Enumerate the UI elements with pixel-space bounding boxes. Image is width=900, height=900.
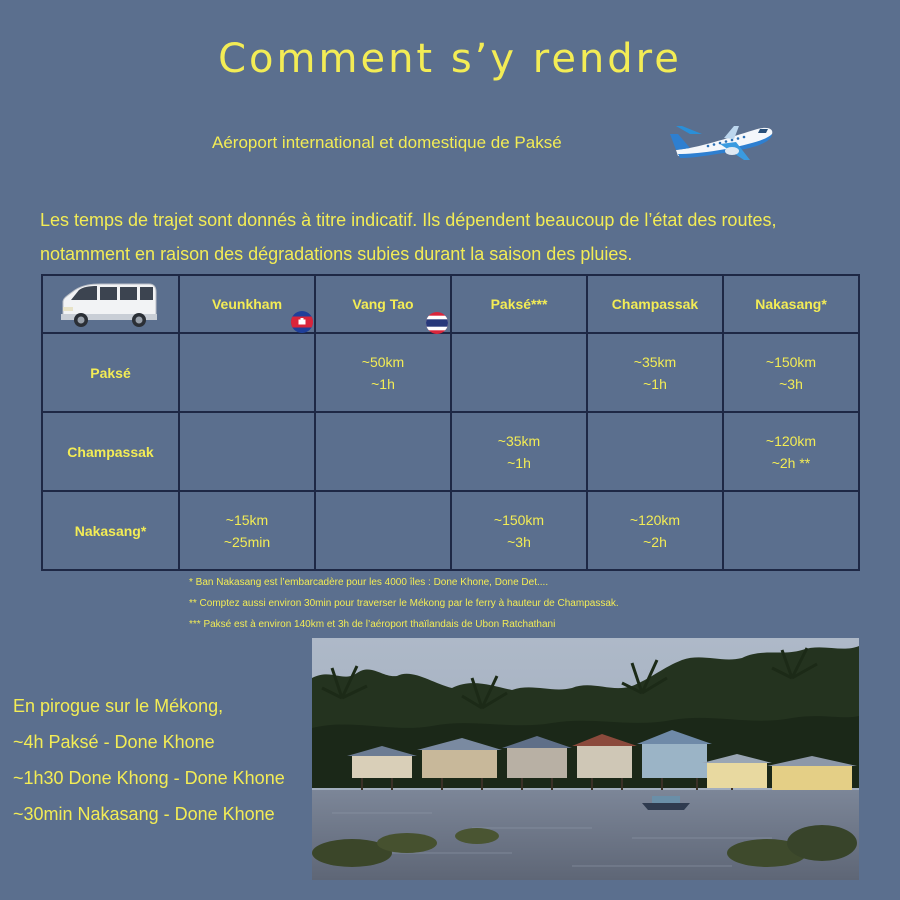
table-cell <box>179 491 315 570</box>
column-header-nakasang <box>723 275 859 333</box>
footnotes <box>189 572 619 635</box>
river-line-3: ~1h30 Done Khong - Done Khone <box>13 768 285 788</box>
column-header-champassak <box>587 275 723 333</box>
cambodia-flag-icon <box>291 311 313 333</box>
table-cell <box>315 333 451 412</box>
duration-value: ~3h <box>779 375 803 392</box>
distance-value: ~120km <box>629 511 681 528</box>
table-cell <box>451 491 587 570</box>
table-cell <box>179 333 315 412</box>
table-row-pakse <box>42 333 859 412</box>
table-cell <box>587 491 723 570</box>
table-cell <box>451 333 587 412</box>
column-header-label: Paksé*** <box>490 296 548 312</box>
column-header-pakse <box>451 275 587 333</box>
thailand-flag-icon <box>426 312 448 334</box>
row-header: Paksé <box>42 333 179 412</box>
intro-line-1: Les temps de trajet sont donnés à titre indicatif. Ils dépendent beaucoup de l’état des routes, <box>40 210 777 230</box>
table-cell <box>315 412 451 491</box>
table-cell <box>723 333 859 412</box>
distance-value: ~35km <box>497 432 541 449</box>
column-header-label: Vang Tao <box>352 296 414 312</box>
river-line-2: ~4h Paksé - Done Khone <box>13 732 215 752</box>
duration-value: ~2h <box>643 533 667 550</box>
distance-value: ~150km <box>765 353 817 370</box>
distance-value: ~15km <box>225 511 269 528</box>
duration-value: ~25min <box>223 533 271 550</box>
column-header-vang-tao <box>315 275 451 333</box>
duration-value: ~1h <box>371 375 395 392</box>
table-cell <box>451 412 587 491</box>
table-cell <box>723 412 859 491</box>
column-header-label: Veunkham <box>211 296 283 312</box>
table-cell <box>179 412 315 491</box>
column-header-label: Champassak <box>611 296 699 312</box>
column-header-label: Nakasang* <box>755 296 827 312</box>
footnote-1: * Ban Nakasang est l’embarcadère pour les 4000 îles : Done Khone, Done Det.... <box>189 577 549 588</box>
distance-value: ~120km <box>765 432 817 449</box>
airplane-icon <box>668 120 776 166</box>
corner-cell <box>42 275 179 333</box>
table-row-champassak <box>42 412 859 491</box>
river-travel-info <box>13 688 285 832</box>
row-header: Champassak <box>42 412 179 491</box>
intro-line-2: notamment en raison des dégradations subies durant la saison des pluies. <box>40 244 633 264</box>
duration-value: ~2h ** <box>771 454 811 471</box>
river-line-1: En pirogue sur le Mékong, <box>13 696 224 716</box>
table-header-row <box>42 275 859 333</box>
column-header-veunkham <box>179 275 315 333</box>
table-cell <box>587 412 723 491</box>
page-title: Comment s’y rendre <box>218 36 682 82</box>
airport-label: Aéroport international et domestique de Paksé <box>212 133 562 152</box>
river-line-4: ~30min Nakasang - Done Khone <box>13 804 275 824</box>
row-header: Nakasang* <box>42 491 179 570</box>
table-row-nakasang <box>42 491 859 570</box>
distance-value: ~50km <box>361 353 405 370</box>
table-cell <box>723 491 859 570</box>
table-cell <box>315 491 451 570</box>
footnote-2: ** Comptez aussi environ 30min pour traverser le Mékong par le ferry à hauteur de Champassak. <box>189 598 619 609</box>
duration-value: ~1h <box>643 375 667 392</box>
van-icon <box>57 280 161 330</box>
distance-value: ~150km <box>493 511 545 528</box>
footnote-3: *** Paksé est à environ 140km et 3h de l’aéroport thaïlandais de Ubon Ratchathani <box>189 619 556 630</box>
travel-times-table <box>41 274 860 571</box>
duration-value: ~1h <box>507 454 531 471</box>
mekong-village-photo <box>312 638 859 880</box>
distance-value: ~35km <box>633 353 677 370</box>
duration-value: ~3h <box>507 533 531 550</box>
intro-text <box>40 203 880 271</box>
table-cell <box>587 333 723 412</box>
